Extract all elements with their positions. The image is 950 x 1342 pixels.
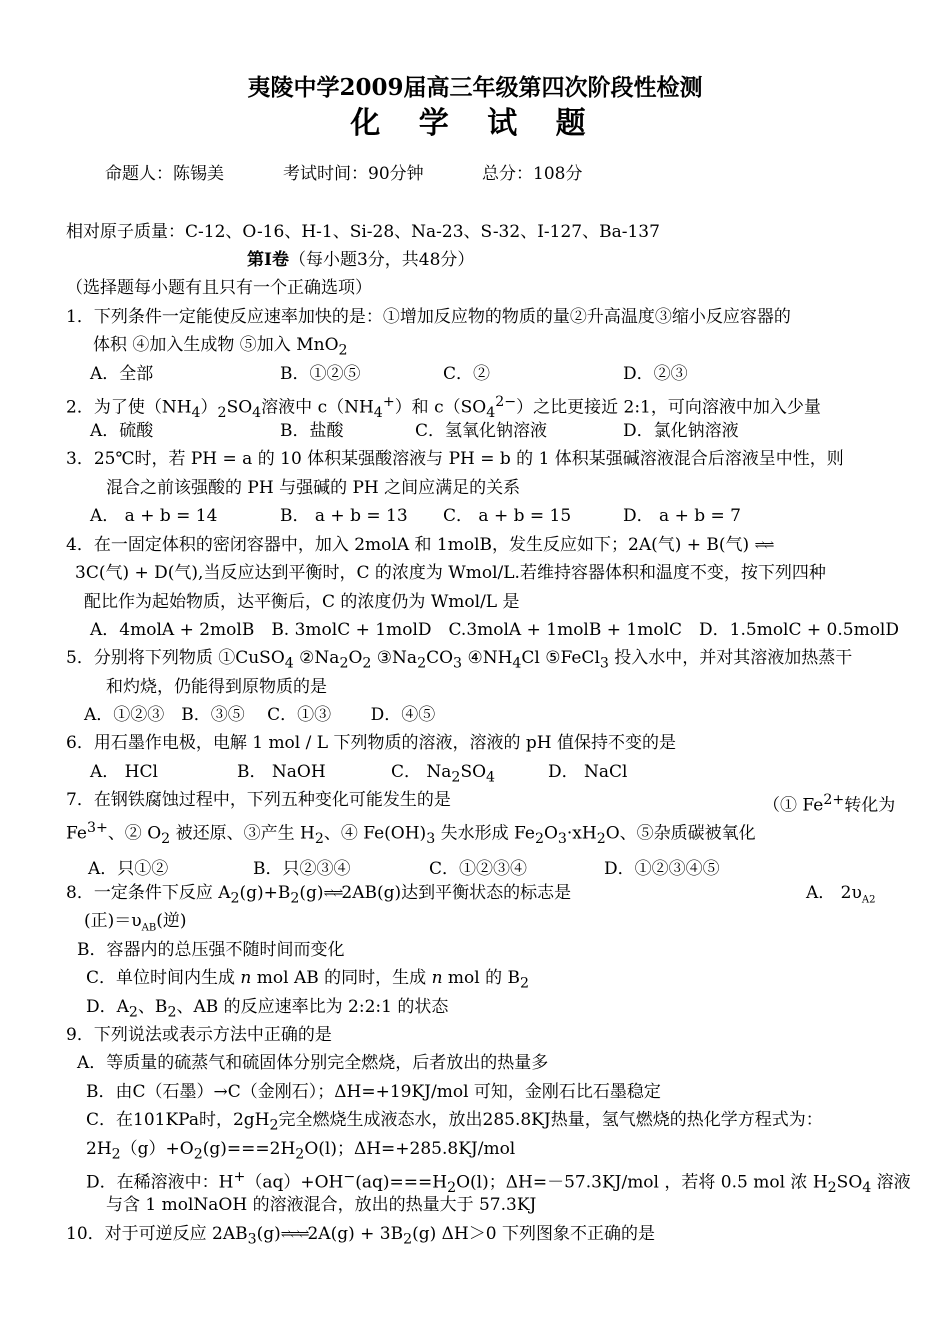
q5-line1: 5．分别将下列物质 ①CuSO$_4$ $②Na_2O_2$ $③Na_2CO_3$ $④NH_4Cl$ ⑤FeCl$_3$ 投入水中，并对其溶液加热蒸干 [66, 648, 853, 672]
q8-option-d: D．$A_2$、$B_2$、AB 的反应速率比为 2:2:1 的状态 [86, 997, 449, 1021]
equilibrium-arrow-icon: ⇌⇌ [754, 538, 773, 553]
equilibrium-arrow-icon: ⇌⇌ [323, 886, 342, 901]
q8-line1: 8．一定条件下反应 $A_2(g)+B_2(g)\rightleftharpoons\rightleftharpoons 2AB(g)$达到平衡状态的标志是 [66, 883, 572, 907]
q9-option-d-line1: D．在稀溶液中：$H^+(aq)+OH^-(aq)===H_2O(l)$；ΔH=－57.3KJ/mol ，若将 0.5 mol 浓 $H_2SO_4$ 溶液 [86, 1169, 911, 1197]
q8-option-b: B．容器内的总压强不随时间而变化 [77, 940, 345, 960]
q9-option-c-line2: $2H_2(g)+O_2(g)===2H_2O(l)$；ΔH=+285.8KJ/mol [86, 1139, 516, 1163]
q8-option-c: C．单位时间内生成 n mol AB 的同时，生成 n mol 的 $B_2$ [86, 968, 530, 992]
q9-option-a: A．等质量的硫蒸气和硫固体分别完全燃烧，后者放出的热量多 [77, 1053, 549, 1073]
q9-option-c-line1: C．在101KPa时，$2gH_2$完全燃烧生成液态水，放出285.8KJ热量，氢气燃烧的热化学方程式为： [86, 1110, 823, 1134]
q7-line1-right: （① $Fe^{2+}$转化为 [763, 792, 896, 816]
q3-line2: 混合之前该强酸的 PH 与强碱的 PH 之间应满足的关系 [106, 478, 521, 498]
q6-option-b: B． NaOH [237, 762, 326, 782]
q2-option-d: D．氯化钠溶液 [623, 421, 739, 441]
exam-title: 夷陵中学2009届高三年级第四次阶段性检测 [247, 74, 703, 101]
q3-option-a: A． a + b = 14 [90, 506, 218, 526]
q1-line1: 1．下列条件一定能使反应速率加快的是：①增加反应物的物质的量②升高温度③缩小反应容器的 [66, 307, 791, 327]
q6-option-c: C． $Na_2SO_4$ [391, 762, 496, 786]
exam-score: 总分：108分 [482, 164, 583, 184]
q8-option-a-end: (正)$=\upsilon_{AB}$(逆) [84, 911, 187, 934]
q2-option-c: C．氢氧化钠溶液 [415, 421, 548, 441]
q7-option-b: B．只②③④ [253, 859, 351, 879]
q7-line1: 7．在钢铁腐蚀过程中，下列五种变化可能发生的是 [66, 790, 451, 810]
exam-author: 命题人：陈锡美 [105, 164, 224, 184]
q6-line1: 6．用石墨作电极，电解 1 mol / L 下列物质的溶液，溶液的 pH 值保持不变的是 [66, 733, 676, 753]
q3-option-b: B． a + b = 13 [280, 506, 408, 526]
exam-time: 考试时间：90分钟 [283, 164, 424, 184]
q7-line2: $Fe^{3+}$、② $O_2$ 被还原、③产生 $H_2$、④ $Fe(OH)_3$ 失水形成 $Fe_2O_3\cdot xH_2O$、⑤杂质碳被氧化 [66, 820, 756, 848]
q2-option-b: B．盐酸 [280, 421, 344, 441]
q4-line1: 4．在一固定体积的密闭容器中，加入 2molA 和 1molB，发生反应如下；2A(气) + B(气) ⇌⇌ [66, 533, 772, 558]
q1-line2: 体积 ④加入生成物 ⑤加入 MnO$_2$ [93, 335, 348, 359]
exam-subject: 化 学 试 题 [350, 106, 600, 141]
q3-option-d: D． a + b = 7 [623, 506, 741, 526]
q1-option-c: C．② [443, 364, 491, 384]
q6-option-d: D． NaCl [548, 762, 628, 782]
q3-option-c: C． a + b = 15 [443, 506, 572, 526]
q9-option-d-line2: 与含 1 molNaOH 的溶液混合，放出的热量大于 57.3KJ [106, 1195, 537, 1215]
q10-line1: 10．对于可逆反应 $2AB_3(g)\rightleftharpoons\rightleftharpoons\rightleftharpoons 2A(g) + 3B_2(g)$ ΔH＞0 下列图象不正确的是 [66, 1224, 655, 1248]
section-note: （选择题每小题有且只有一个正确选项） [66, 278, 372, 298]
q6-option-a: A． HCl [90, 762, 158, 782]
q4-line2: 3C(气) + D(气),当反应达到平衡时，C 的浓度为 Wmol/L.若维持容器体积和温度不变，按下列四种 [75, 563, 826, 583]
q4-options: A．4molA + 2molB B. 3molC + 1molD C.3molA + 1molB + 1molC D．1.5molC + 0.5molD [90, 620, 900, 640]
q5-line2: 和灼烧，仍能得到原物质的是 [106, 677, 327, 697]
q7-option-d: D．①②③④⑤ [604, 859, 720, 879]
q2-line1: 2．为了使$(NH_4)_2SO_4$溶液中 $c(NH_4^+)$和 $c(SO_4^{2-})$之比更接近 2:1，可向溶液中加入少量 [66, 394, 821, 422]
q8-option-a-start: A． $2\upsilon_{A2}$ [806, 883, 876, 906]
q4-line3: 配比作为起始物质，达平衡后，C 的浓度仍为 Wmol/L 是 [84, 592, 520, 612]
q9-option-b: B．由C（石墨）→C（金刚石）；ΔH=+19KJ/mol 可知，金刚石比石墨稳定 [86, 1082, 661, 1102]
q7-option-a: A．只①② [88, 859, 169, 879]
q3-line1: 3．25℃时，若 PH = a 的 10 体积某强酸溶液与 PH = b 的 1 体积某强碱溶液混合后溶液呈中性，则 [66, 449, 844, 469]
q1-option-a: A．全部 [90, 364, 154, 384]
q9-line1: 9．下列说法或表示方法中正确的是 [66, 1025, 332, 1045]
q1-option-d: D．②③ [623, 364, 688, 384]
q1-option-b: B．①②⑤ [280, 364, 361, 384]
q5-options: A．①②③ B．③⑤ C．①③ D．④⑤ [84, 705, 436, 725]
atomic-masses: 相对原子质量：C-12、O-16、H-1、Si-28、Na-23、S-32、I-127、Ba-137 [66, 222, 660, 242]
q2-option-a: A．硫酸 [90, 421, 154, 441]
section-title: 第I卷（每小题3分，共48分） [247, 250, 475, 270]
q7-option-c: C．①②③④ [429, 859, 528, 879]
equilibrium-arrow-icon: ⇌⇌⇌ [280, 1227, 308, 1242]
